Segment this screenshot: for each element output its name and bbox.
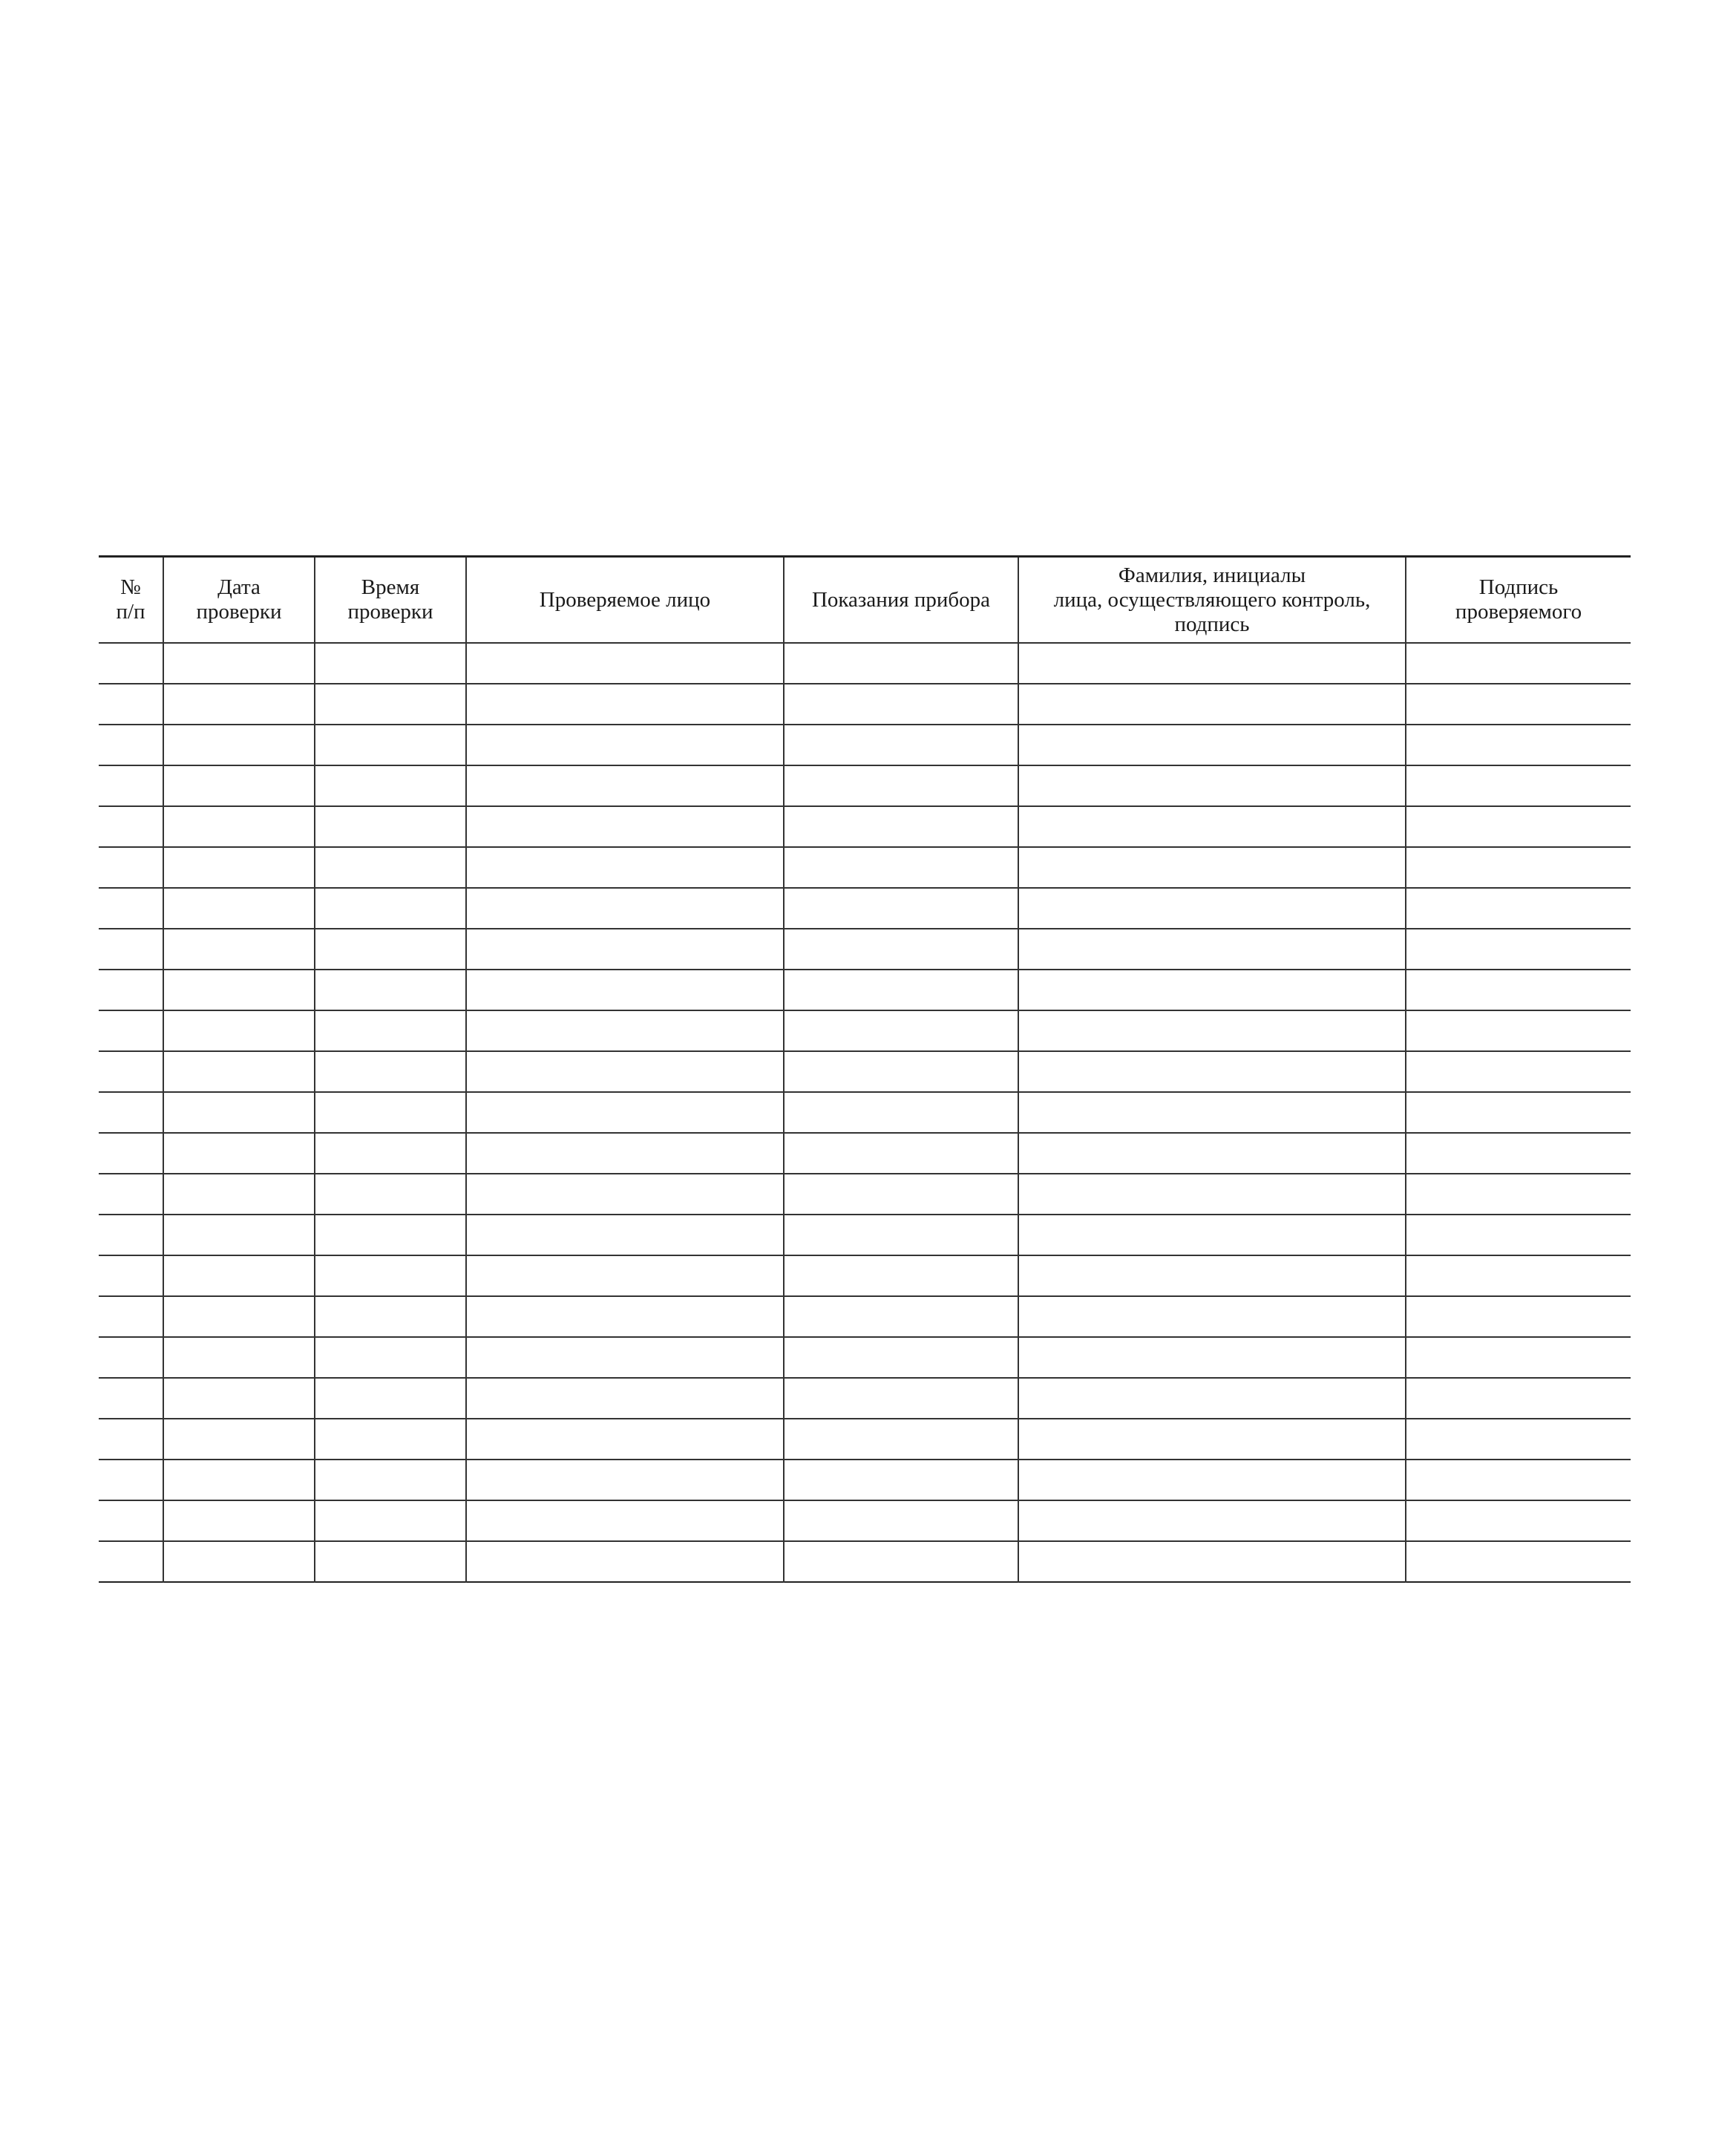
table-cell — [163, 970, 315, 1010]
table-row — [99, 1378, 1631, 1419]
table-cell — [315, 1174, 466, 1215]
table-cell — [315, 1500, 466, 1541]
table-cell — [784, 1541, 1018, 1582]
table-cell — [466, 847, 784, 888]
table-cell — [99, 1174, 163, 1215]
table-cell — [163, 1255, 315, 1296]
table-row — [99, 1174, 1631, 1215]
table-cell — [1406, 1010, 1631, 1051]
table-body — [99, 643, 1631, 1582]
table-row — [99, 643, 1631, 684]
table-cell — [1406, 806, 1631, 847]
table-cell — [466, 1419, 784, 1460]
table-cell — [466, 1010, 784, 1051]
table-cell — [1406, 1296, 1631, 1337]
column-header-number: № п/п — [99, 557, 163, 644]
table-cell — [1406, 1215, 1631, 1255]
table-cell — [1406, 1378, 1631, 1419]
table-cell — [163, 1500, 315, 1541]
table-row — [99, 970, 1631, 1010]
table-cell — [1018, 765, 1406, 806]
table-cell — [1018, 929, 1406, 970]
table-row — [99, 1500, 1631, 1541]
table-row — [99, 806, 1631, 847]
table-cell — [784, 643, 1018, 684]
table-row — [99, 929, 1631, 970]
table-row — [99, 684, 1631, 725]
table-cell — [99, 806, 163, 847]
table-cell — [1018, 806, 1406, 847]
table-cell — [99, 684, 163, 725]
table-cell — [315, 970, 466, 1010]
table-row — [99, 765, 1631, 806]
table-cell — [466, 929, 784, 970]
table-cell — [1018, 970, 1406, 1010]
table-cell — [315, 643, 466, 684]
table-cell — [315, 1051, 466, 1092]
table-cell — [163, 806, 315, 847]
table-cell — [315, 847, 466, 888]
table-cell — [163, 1215, 315, 1255]
table-cell — [1018, 643, 1406, 684]
table-cell — [1406, 888, 1631, 929]
table-cell — [1018, 1460, 1406, 1500]
table-cell — [99, 1296, 163, 1337]
table-cell — [466, 684, 784, 725]
column-header-person-checked: Проверяемое лицо — [466, 557, 784, 644]
table-cell — [1018, 1255, 1406, 1296]
table-cell — [1406, 1092, 1631, 1133]
table-cell — [99, 643, 163, 684]
table-cell — [1406, 1337, 1631, 1378]
table-cell — [315, 725, 466, 765]
table-row — [99, 1255, 1631, 1296]
table-cell — [784, 929, 1018, 970]
table-cell — [315, 1337, 466, 1378]
table-cell — [163, 847, 315, 888]
table-cell — [1406, 765, 1631, 806]
column-header-controller-name-signature: Фамилия, инициалы лица, осуществляющего контроль, подпись — [1018, 557, 1406, 644]
table-cell — [163, 684, 315, 725]
table-cell — [1406, 684, 1631, 725]
table-cell — [784, 970, 1018, 1010]
table-cell — [315, 1419, 466, 1460]
table-cell — [163, 643, 315, 684]
table-cell — [1018, 725, 1406, 765]
table-cell — [466, 1174, 784, 1215]
table-cell — [466, 1296, 784, 1337]
table-cell — [466, 1092, 784, 1133]
table-cell — [1406, 1460, 1631, 1500]
table-cell — [99, 765, 163, 806]
table-cell — [1018, 1541, 1406, 1582]
table-cell — [466, 888, 784, 929]
table-row — [99, 1010, 1631, 1051]
table-row — [99, 1460, 1631, 1500]
column-header-check-time: Время проверки — [315, 557, 466, 644]
table-cell — [99, 1092, 163, 1133]
table-cell — [1406, 725, 1631, 765]
table-cell — [99, 1215, 163, 1255]
table-cell — [784, 847, 1018, 888]
table-cell — [315, 1460, 466, 1500]
table-cell — [315, 888, 466, 929]
table-cell — [466, 1133, 784, 1174]
table-cell — [163, 1378, 315, 1419]
table-cell — [99, 1051, 163, 1092]
table-cell — [1406, 1174, 1631, 1215]
table-cell — [784, 888, 1018, 929]
table-cell — [163, 1174, 315, 1215]
table-row — [99, 1419, 1631, 1460]
table-cell — [466, 806, 784, 847]
table-cell — [163, 1337, 315, 1378]
table-cell — [99, 1337, 163, 1378]
table-cell — [315, 806, 466, 847]
table-row — [99, 1541, 1631, 1582]
table-cell — [784, 684, 1018, 725]
table-cell — [466, 643, 784, 684]
table-row — [99, 1051, 1631, 1092]
table-cell — [99, 1010, 163, 1051]
table-cell — [466, 725, 784, 765]
table-cell — [1018, 1051, 1406, 1092]
table-cell — [466, 1215, 784, 1255]
column-header-checked-person-signature: Подпись проверяемого — [1406, 557, 1631, 644]
table-cell — [1018, 847, 1406, 888]
table-cell — [466, 1051, 784, 1092]
table-cell — [99, 929, 163, 970]
table-cell — [99, 725, 163, 765]
table-cell — [466, 765, 784, 806]
table-row — [99, 1133, 1631, 1174]
table-cell — [1018, 1337, 1406, 1378]
table-cell — [163, 1092, 315, 1133]
table-header-row — [99, 557, 1631, 644]
table-cell — [1406, 1255, 1631, 1296]
table-cell — [163, 1419, 315, 1460]
table-cell — [99, 847, 163, 888]
table-cell — [163, 1460, 315, 1500]
table-cell — [784, 1051, 1018, 1092]
table-cell — [315, 765, 466, 806]
table-cell — [315, 1255, 466, 1296]
table-cell — [163, 725, 315, 765]
table-cell — [1018, 1133, 1406, 1174]
table-cell — [315, 1092, 466, 1133]
table-cell — [99, 1378, 163, 1419]
table-cell — [99, 1419, 163, 1460]
table-cell — [163, 929, 315, 970]
table-cell — [163, 1010, 315, 1051]
table-cell — [99, 1460, 163, 1500]
table-cell — [163, 765, 315, 806]
table-cell — [315, 1541, 466, 1582]
column-header-check-date: Дата проверки — [163, 557, 315, 644]
table-cell — [163, 1541, 315, 1582]
table-cell — [466, 970, 784, 1010]
table-cell — [466, 1255, 784, 1296]
table-cell — [163, 1051, 315, 1092]
table-cell — [163, 888, 315, 929]
table-cell — [315, 1133, 466, 1174]
table-cell — [1018, 1296, 1406, 1337]
table-cell — [1018, 1500, 1406, 1541]
table-cell — [784, 806, 1018, 847]
table-cell — [466, 1541, 784, 1582]
table-cell — [315, 684, 466, 725]
table-cell — [1018, 1010, 1406, 1051]
table-cell — [784, 1010, 1018, 1051]
table-cell — [315, 1296, 466, 1337]
inspection-log-table — [99, 555, 1631, 1583]
table-cell — [1406, 847, 1631, 888]
table-cell — [1018, 684, 1406, 725]
table-cell — [1406, 970, 1631, 1010]
table-cell — [1406, 1541, 1631, 1582]
table-cell — [315, 1010, 466, 1051]
table-cell — [466, 1378, 784, 1419]
table-cell — [99, 1541, 163, 1582]
table-cell — [1406, 1133, 1631, 1174]
table-cell — [784, 1378, 1018, 1419]
table-cell — [466, 1460, 784, 1500]
table-cell — [99, 1500, 163, 1541]
table-cell — [784, 1215, 1018, 1255]
table-cell — [784, 1092, 1018, 1133]
table-cell — [99, 1133, 163, 1174]
table-cell — [784, 765, 1018, 806]
table-cell — [163, 1296, 315, 1337]
table-cell — [1406, 929, 1631, 970]
table-cell — [1406, 1500, 1631, 1541]
table-cell — [1018, 1092, 1406, 1133]
table-cell — [784, 725, 1018, 765]
table-cell — [784, 1337, 1018, 1378]
table-cell — [1018, 1419, 1406, 1460]
table-cell — [466, 1500, 784, 1541]
table-cell — [466, 1337, 784, 1378]
table-cell — [784, 1419, 1018, 1460]
table-cell — [99, 970, 163, 1010]
table-cell — [99, 888, 163, 929]
table-cell — [1018, 1215, 1406, 1255]
table-cell — [784, 1133, 1018, 1174]
table-cell — [315, 1378, 466, 1419]
table-cell — [1406, 643, 1631, 684]
table-cell — [1018, 888, 1406, 929]
table-cell — [1406, 1419, 1631, 1460]
table-cell — [784, 1174, 1018, 1215]
table-row — [99, 1092, 1631, 1133]
table-cell — [784, 1500, 1018, 1541]
table-cell — [784, 1296, 1018, 1337]
table-row — [99, 1296, 1631, 1337]
table-cell — [99, 1255, 163, 1296]
table-cell — [315, 929, 466, 970]
table-cell — [1018, 1174, 1406, 1215]
table-cell — [315, 1215, 466, 1255]
table-row — [99, 1215, 1631, 1255]
table-cell — [1018, 1378, 1406, 1419]
table-cell — [784, 1255, 1018, 1296]
table-row — [99, 725, 1631, 765]
table-row — [99, 847, 1631, 888]
table-cell — [784, 1460, 1018, 1500]
table-cell — [1406, 1051, 1631, 1092]
table-cell — [163, 1133, 315, 1174]
table-row — [99, 1337, 1631, 1378]
table-row — [99, 888, 1631, 929]
column-header-device-reading: Показания прибора — [784, 557, 1018, 644]
